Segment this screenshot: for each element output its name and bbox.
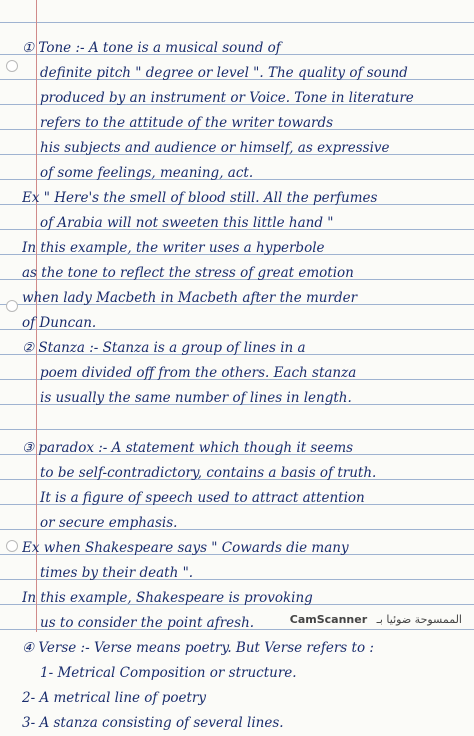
binder-hole <box>6 540 18 552</box>
blank-line <box>22 411 462 436</box>
note-line: us to consider the point afresh. <box>40 615 255 631</box>
binder-hole <box>6 60 18 72</box>
note-line: In this example, Shakespeare is provoking <box>22 590 313 606</box>
note-line: of some feelings, meaning, act. <box>40 165 254 181</box>
note-line: of Duncan. <box>22 315 97 331</box>
note-line: refers to the attitude of the writer towards <box>40 115 334 131</box>
note-line: poem divided off from the others. Each stanza <box>40 365 357 381</box>
note-line: ① Tone :- A tone is a musical sound of <box>22 40 281 56</box>
verse-definition <box>22 636 462 736</box>
note-line: It is a figure of speech used to attract attention <box>40 490 365 506</box>
note-line: Ex when Shakespeare says " Cowards die many <box>22 540 349 556</box>
binder-hole <box>6 300 18 312</box>
paradox-definition <box>22 436 462 536</box>
note-line: his subjects and audience or himself, as expressive <box>40 140 390 156</box>
note-line: is usually the same number of lines in length. <box>40 390 352 406</box>
note-line: of Arabia will not sweeten this little hand " <box>40 215 334 231</box>
note-line: In this example, the writer uses a hyperbole <box>22 240 325 256</box>
note-line: to be self-contradictory, contains a basis of truth. <box>40 465 377 481</box>
note-line: 2- A metrical line of poetry <box>22 690 206 706</box>
note-line: definite pitch " degree or level ". The quality of sound <box>40 65 408 81</box>
tone-definition <box>22 36 462 186</box>
note-line: produced by an instrument or Voice. Tone in literature <box>40 90 414 106</box>
scanner-watermark <box>290 613 462 626</box>
note-line: as the tone to reflect the stress of great emotion <box>22 265 354 281</box>
note-line: when lady Macbeth in Macbeth after the murder <box>22 290 358 306</box>
tone-example <box>22 186 462 336</box>
scanner-arabic-caption: الممسوحة ضوئيا بـ <box>376 613 462 626</box>
note-line: 1- Metrical Composition or structure. <box>40 665 297 681</box>
note-line: or secure emphasis. <box>40 515 178 531</box>
note-line: ④ Verse :- Verse means poetry. But Verse refers to : <box>22 640 374 656</box>
stanza-definition <box>22 336 462 411</box>
note-line: Ex " Here's the smell of blood still. All the perfumes <box>22 190 378 206</box>
note-line: ② Stanza :- Stanza is a group of lines in a <box>22 340 306 356</box>
note-line: times by their death ". <box>40 565 194 581</box>
note-line: ③ paradox :- A statement which though it seems <box>22 440 354 456</box>
note-line: 3- A stanza consisting of several lines. <box>22 715 284 731</box>
handwritten-notes <box>22 36 462 736</box>
scanner-brand: CamScanner <box>289 613 368 626</box>
